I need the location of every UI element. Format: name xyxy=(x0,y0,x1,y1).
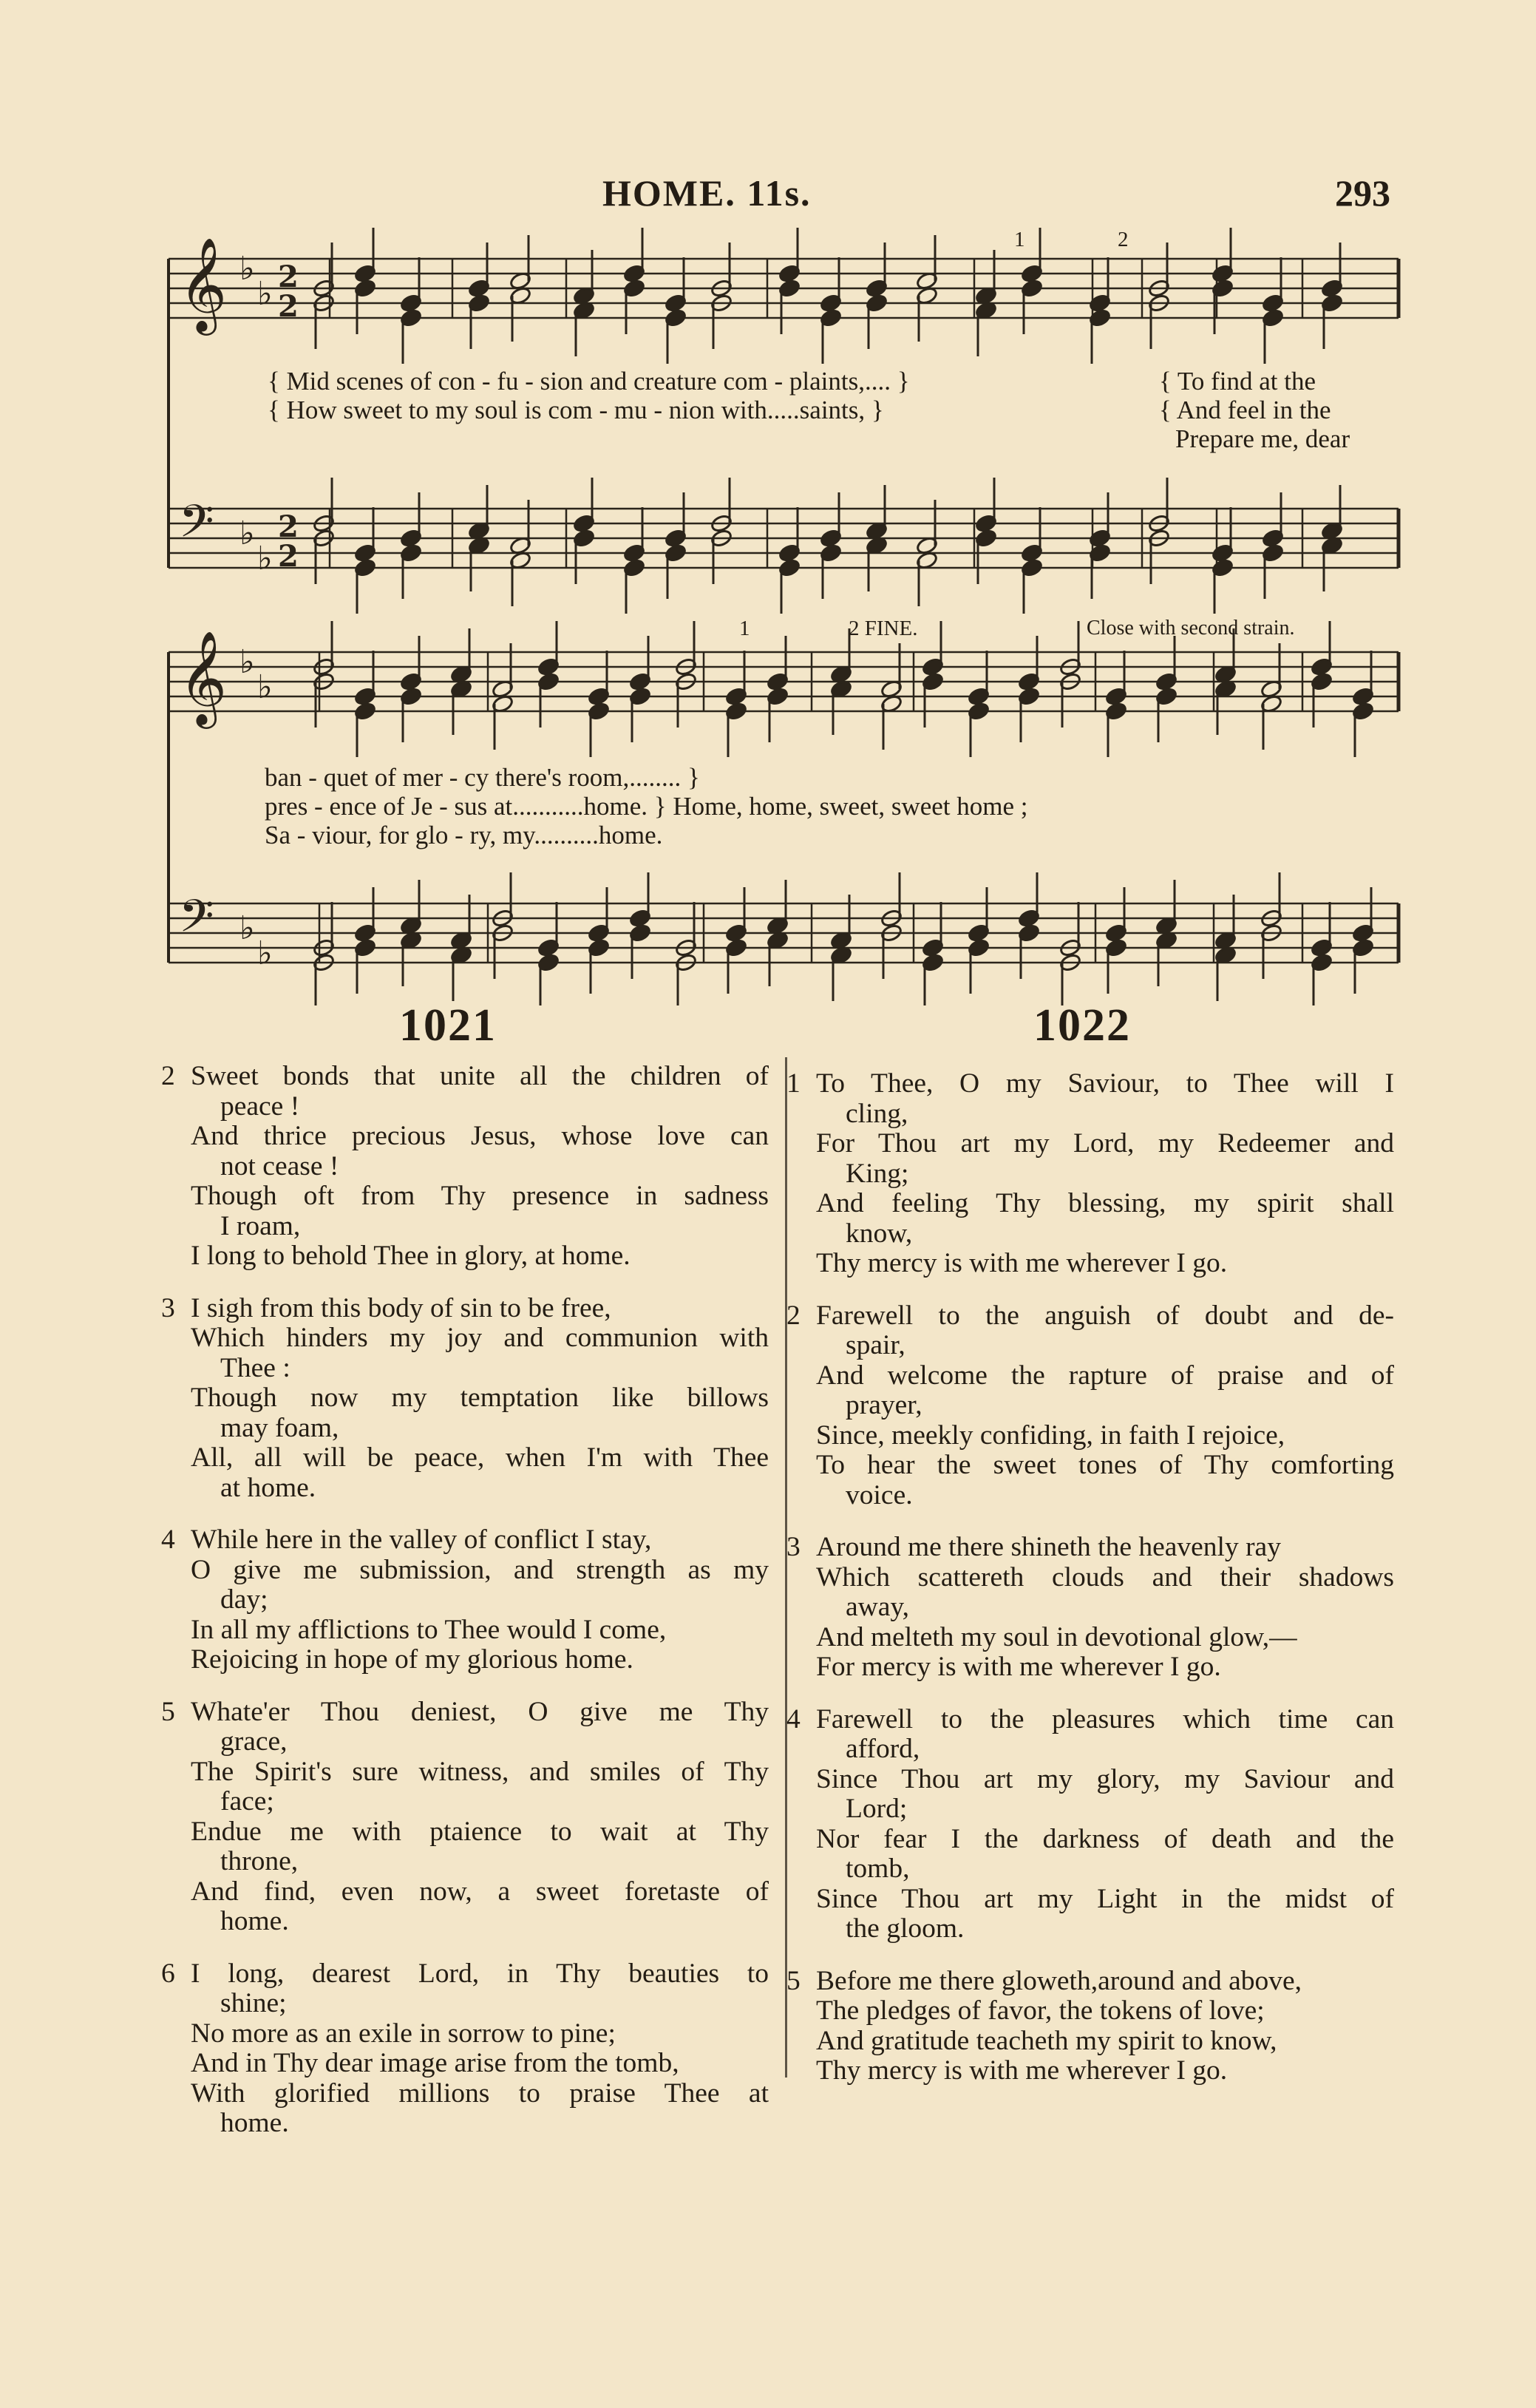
verse xyxy=(161,1698,769,1937)
verse-number: 5 xyxy=(786,1965,801,1996)
tune-title: HOME. 11s. xyxy=(602,172,812,214)
verse-line xyxy=(161,1959,769,1990)
lyric-line: pres - ence of Je - sus at...........home. } Home, home, sweet, sweet home ; xyxy=(265,792,1028,821)
verse-line: And find, even now, a sweet foretaste of xyxy=(191,1876,769,1907)
verse-number: 3 xyxy=(161,1292,175,1323)
lyric-line: { And feel in the xyxy=(1159,396,1331,424)
verse-line: Which scattereth clouds and their shadows xyxy=(816,1561,1394,1593)
page-number: 293 xyxy=(1335,172,1390,214)
close-instruction: Close with second strain. xyxy=(1087,617,1295,640)
verse-line-text: Sweet bonds that unite all the children of xyxy=(191,1061,769,1091)
lyric-line: Prepare me, dear xyxy=(1175,424,1350,453)
verse-line: afford, xyxy=(846,1734,920,1764)
verse xyxy=(786,1533,1394,1683)
lyric-line: { How sweet to my soul is com - mu - nion with.....saints, } xyxy=(268,396,884,424)
verse-line: Since Thou art my Light in the midst of xyxy=(816,1883,1394,1914)
verse-line: day; xyxy=(220,1584,268,1615)
verse-line: All, all will be peace, when I'm with Thee xyxy=(191,1442,769,1473)
verse-line-text: Around me there shineth the heavenly ray xyxy=(816,1532,1281,1562)
verse-line-text: While here in the valley of conflict I stay, xyxy=(191,1524,652,1555)
verse-line-text: Whate'er Thou deniest, O give me Thy xyxy=(191,1696,769,1727)
verse xyxy=(786,1705,1394,1944)
verse-number: 5 xyxy=(161,1696,175,1727)
verse-line: The Spirit's sure witness, and smiles of Thy xyxy=(191,1756,769,1787)
verse-line xyxy=(786,1533,1394,1563)
verse-line: I long to behold Thee in glory, at home. xyxy=(191,1241,631,1271)
verse-line: voice. xyxy=(846,1479,913,1510)
verse-line: spair, xyxy=(846,1330,905,1360)
hymn-number-1022: 1022 xyxy=(1033,1000,1131,1051)
hymn-1022-text xyxy=(786,1069,1394,2109)
verse-line: grace, xyxy=(220,1726,288,1757)
verse-line-text: I sigh from this body of sin to be free, xyxy=(191,1292,611,1323)
ending-mark-1: 1 xyxy=(1014,228,1025,251)
verse-line-text: To Thee, O my Saviour, to Thee will I xyxy=(816,1068,1394,1099)
verse-number: 2 xyxy=(786,1300,801,1331)
verse-line: face; xyxy=(220,1786,274,1817)
verse-line: King; xyxy=(846,1158,909,1189)
verse-line: And welcome the rapture of praise and of xyxy=(816,1360,1394,1391)
svg-text:♭: ♭ xyxy=(239,909,255,947)
verse-line: I roam, xyxy=(220,1210,301,1241)
verse-number: 6 xyxy=(161,1958,175,1989)
svg-text:♭: ♭ xyxy=(257,935,273,972)
lyric-line: { To find at the xyxy=(1159,367,1316,396)
svg-text:♭: ♭ xyxy=(239,643,255,681)
verse-number: 2 xyxy=(161,1061,175,1091)
verse-line: To hear the sweet tones of Thy comforting xyxy=(816,1450,1394,1480)
verse-line: at home. xyxy=(220,1472,316,1503)
verse-line: And thrice precious Jesus, whose love can xyxy=(191,1121,769,1151)
svg-text:𝄞: 𝄞 xyxy=(179,237,228,331)
verse-line-text: I long, dearest Lord, in Thy beauties to xyxy=(191,1958,769,1989)
verse-line xyxy=(161,1294,769,1324)
verse-line xyxy=(786,1705,1394,1735)
verse-line: prayer, xyxy=(846,1390,922,1420)
verse-line: And in Thy dear image arise from the tomb, xyxy=(191,2048,679,2078)
verse-number: 4 xyxy=(786,1703,801,1734)
verse-line: Since Thou art my glory, my Saviour and xyxy=(816,1763,1394,1794)
verse-line: And melteth my soul in devotional glow,— xyxy=(816,1621,1297,1652)
lyric-line: Sa - viour, for glo - ry, my..........home. xyxy=(265,821,663,849)
music-score xyxy=(0,0,1536,1005)
verse-number: 1 xyxy=(786,1068,801,1099)
svg-text:2: 2 xyxy=(278,260,299,294)
ending-mark-2: 2 xyxy=(1118,228,1129,251)
verse-line: Though now my temptation like billows xyxy=(191,1383,769,1413)
verse-line: Thy mercy is with me wherever I go. xyxy=(816,2055,1228,2086)
verse-line xyxy=(786,1069,1394,1099)
verse-line xyxy=(161,1698,769,1728)
verse-line xyxy=(161,1062,769,1092)
verse-line: Rejoicing in hope of my glorious home. xyxy=(191,1644,633,1675)
verse-line: Thy mercy is with me wherever I go. xyxy=(816,1248,1228,1278)
verse-line: know, xyxy=(846,1218,913,1249)
verse-line-text: Farewell to the anguish of doubt and de- xyxy=(816,1300,1394,1331)
verse-line xyxy=(786,1967,1394,1997)
verse-line: peace ! xyxy=(220,1091,300,1122)
verse-line: cling, xyxy=(846,1098,908,1129)
svg-text:2: 2 xyxy=(278,539,299,574)
verse-line: In all my afflictions to Thee would I come, xyxy=(191,1614,667,1645)
svg-text:𝄢: 𝄢 xyxy=(179,495,214,559)
svg-text:2: 2 xyxy=(278,289,299,324)
svg-text:♭: ♭ xyxy=(239,250,255,288)
verse-line: Lord; xyxy=(846,1794,908,1824)
verse xyxy=(161,1525,769,1675)
fine-mark: 2 FINE. xyxy=(849,617,918,640)
verse xyxy=(161,1294,769,1504)
verse-line: throne, xyxy=(220,1846,299,1876)
lyric-line: ban - quet of mer - cy there's room,........ } xyxy=(265,763,700,792)
verse-line: And gratitude teacheth my spirit to know, xyxy=(816,2025,1277,2056)
verse-line: Endue me with ptaience to wait at Thy xyxy=(191,1816,769,1847)
svg-text:𝄢: 𝄢 xyxy=(179,890,214,954)
verse-line: not cease ! xyxy=(220,1150,339,1181)
verse-line: O give me submission, and strength as my xyxy=(191,1554,769,1585)
verse-line: home. xyxy=(220,2108,289,2138)
verse-line: may foam, xyxy=(220,1412,339,1443)
verse-line: the gloom. xyxy=(846,1913,965,1944)
verse xyxy=(161,1062,769,1272)
verse-line: shine; xyxy=(220,1988,287,2018)
verse-line: Thee : xyxy=(220,1352,290,1383)
hymn-1021-text xyxy=(161,1062,769,2161)
verse-line: The pledges of favor, the tokens of love; xyxy=(816,1995,1265,2026)
verse xyxy=(786,1069,1394,1279)
svg-text:𝄞: 𝄞 xyxy=(179,630,228,725)
verse-line: home. xyxy=(220,1906,289,1936)
verse-line: Though oft from Thy presence in sadness xyxy=(191,1181,769,1211)
svg-text:2: 2 xyxy=(278,509,299,544)
verse-line: Since, meekly confiding, in faith I rejoice, xyxy=(816,1420,1285,1451)
verse-line: With glorified millions to praise Thee at xyxy=(191,2078,769,2109)
verse-line-text: Farewell to the pleasures which time can xyxy=(816,1703,1394,1734)
verse-line: For Thou art my Lord, my Redeemer and xyxy=(816,1128,1394,1159)
verse-line: Nor fear I the darkness of death and the xyxy=(816,1823,1394,1854)
verse-line: away, xyxy=(846,1592,910,1622)
verse-number: 4 xyxy=(161,1524,175,1555)
svg-text:♭: ♭ xyxy=(257,668,273,706)
verse-number: 3 xyxy=(786,1532,801,1562)
verse xyxy=(786,1301,1394,1511)
verse-line xyxy=(161,1525,769,1556)
verse-line xyxy=(786,1301,1394,1332)
verse xyxy=(161,1959,769,2139)
ending-mark-1: 1 xyxy=(739,617,750,640)
svg-text:♭: ♭ xyxy=(257,540,273,577)
verse-line: Which hinders my joy and communion with xyxy=(191,1323,769,1353)
verse-line: For mercy is with me wherever I go. xyxy=(816,1652,1221,1682)
verse-line: tomb, xyxy=(846,1854,910,1884)
svg-text:♭: ♭ xyxy=(239,515,255,552)
verse-line: And feeling Thy blessing, my spirit shall xyxy=(816,1188,1394,1218)
verse-line: No more as an exile in sorrow to pine; xyxy=(191,2018,616,2049)
verse xyxy=(786,1967,1394,2086)
lyric-line: { Mid scenes of con - fu - sion and creature com - plaints,.... } xyxy=(268,367,910,396)
svg-text:♭: ♭ xyxy=(257,275,273,313)
verse-line-text: Before me there gloweth,around and above, xyxy=(816,1965,1302,1996)
hymn-number-1021: 1021 xyxy=(399,1000,497,1051)
